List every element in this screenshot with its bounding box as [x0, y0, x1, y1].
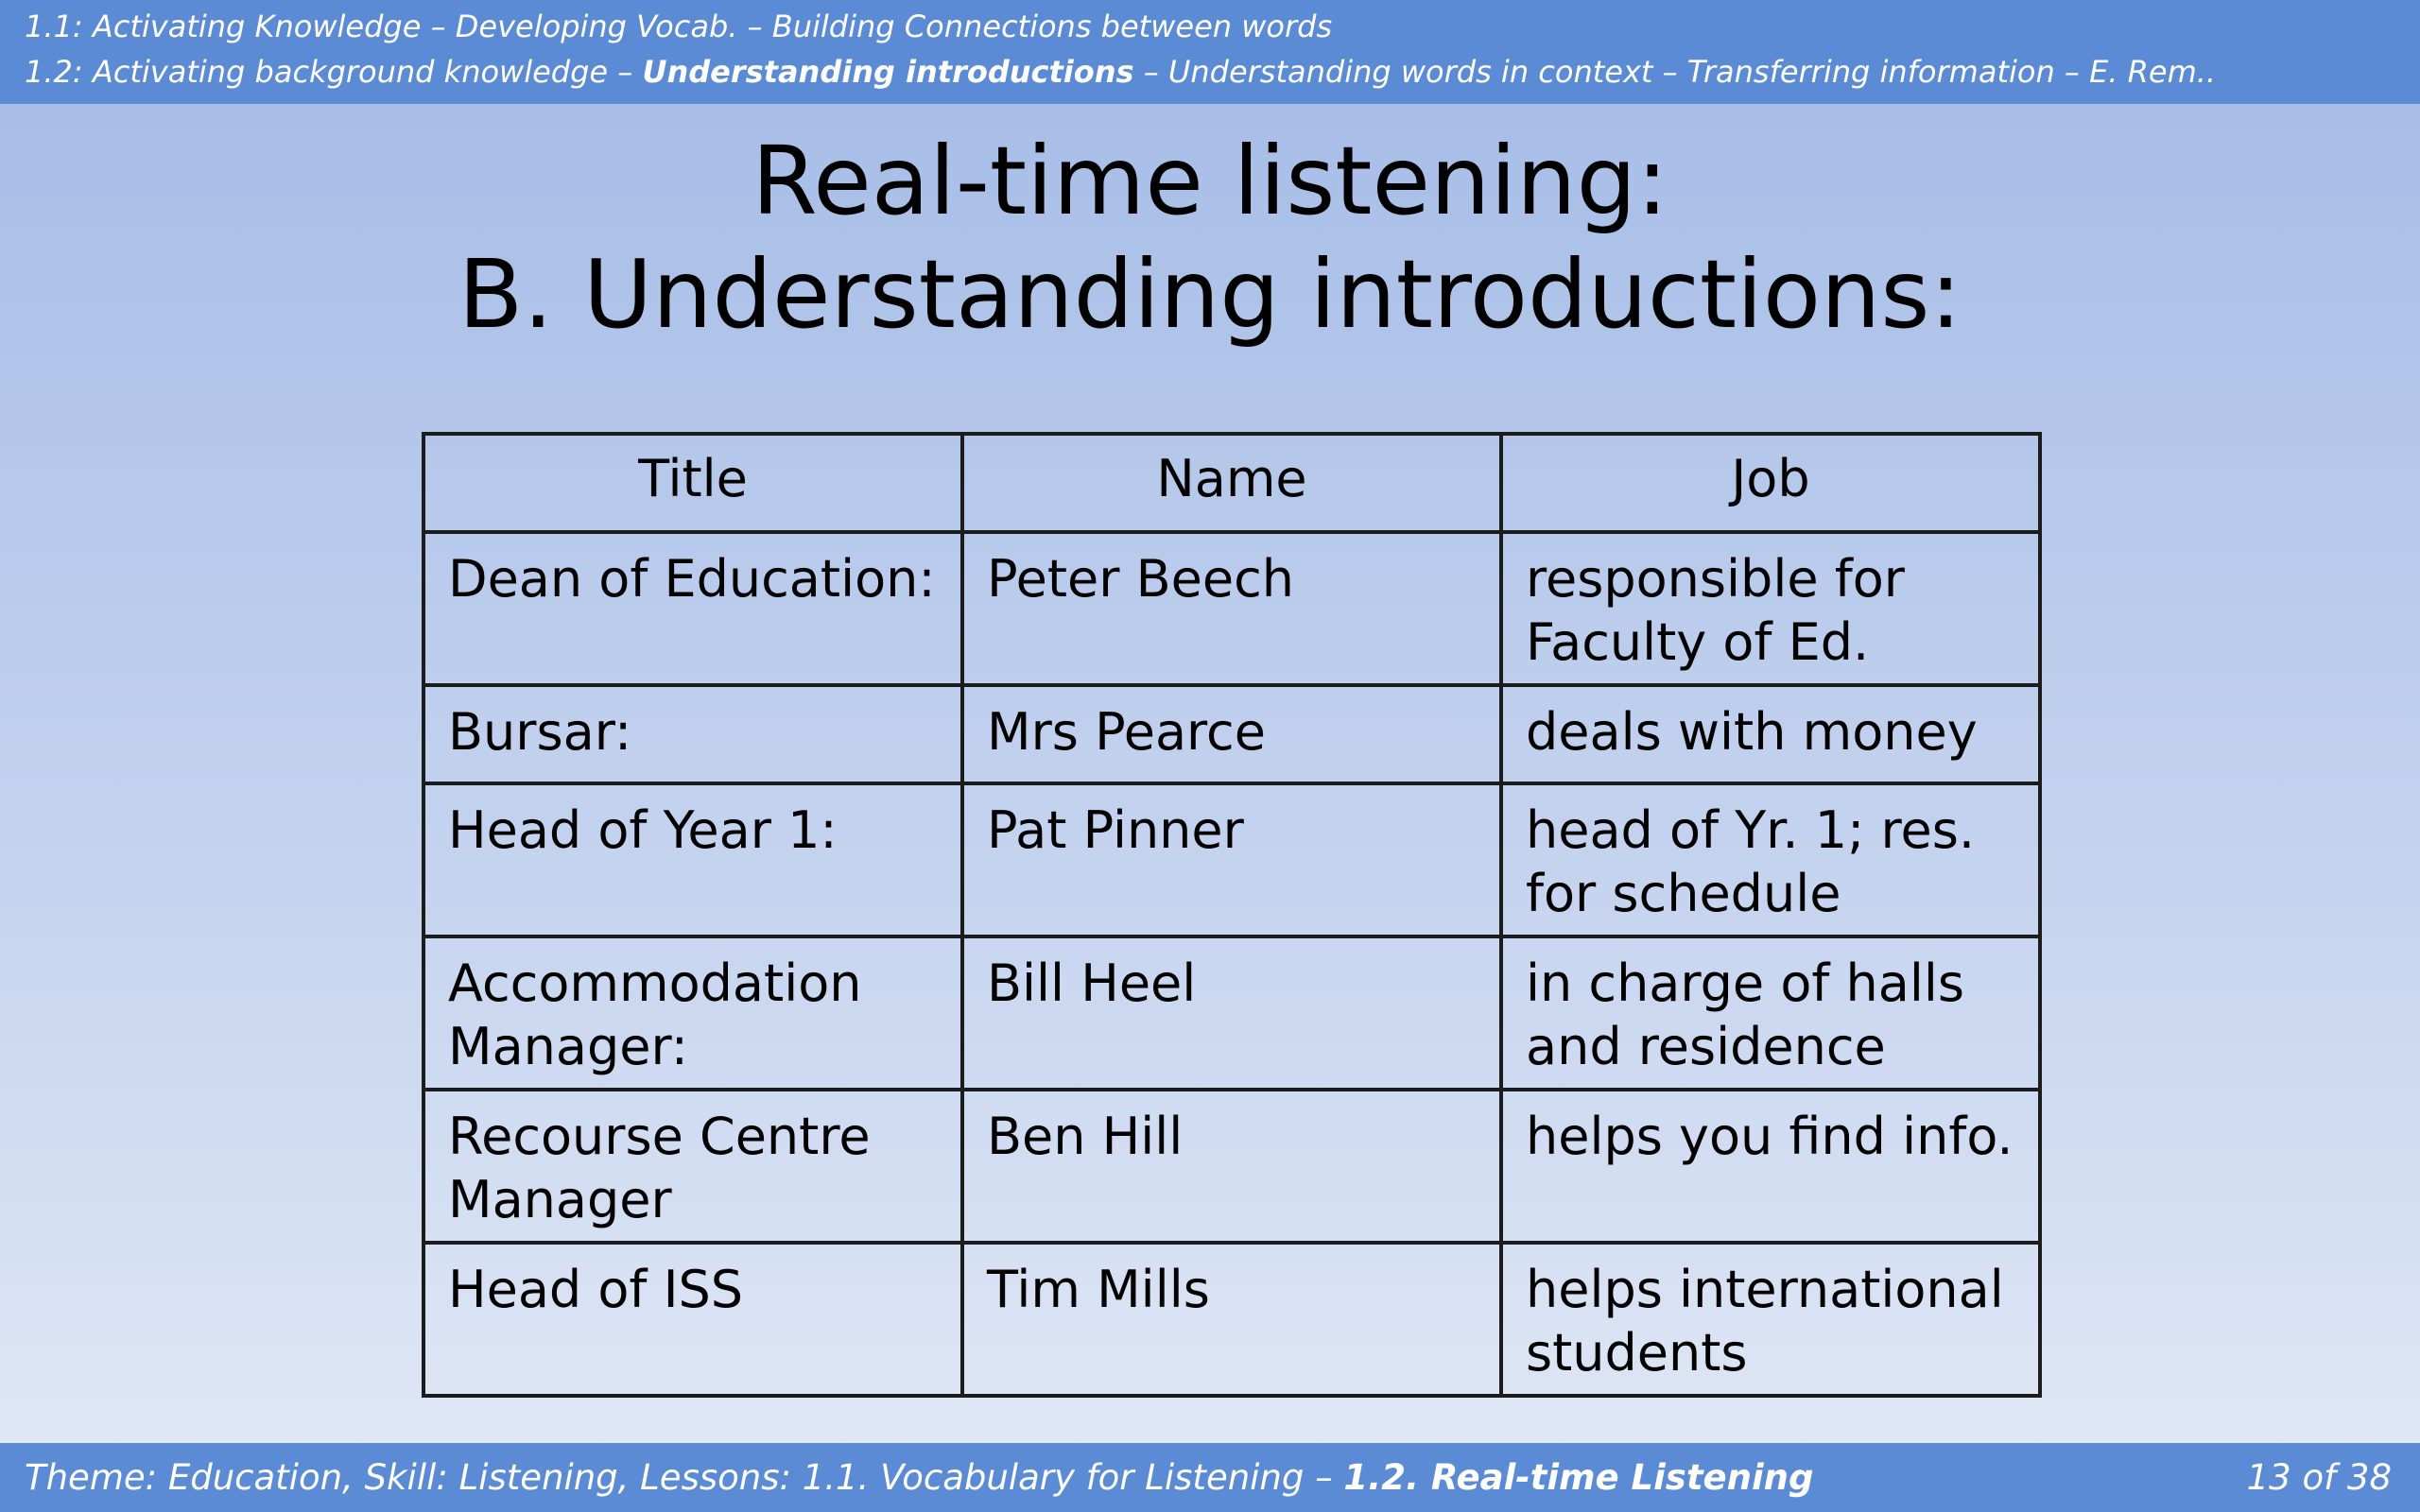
cell-title: Accommodation Manager: [424, 936, 962, 1090]
cell-job: head of Yr. 1; res. for schedule [1501, 783, 2040, 936]
table-row [424, 685, 2040, 783]
column-header-title: Title [424, 434, 962, 532]
cell-job: in charge of halls and residence [1501, 936, 2040, 1090]
cell-name: Pat Pinner [962, 783, 1501, 936]
column-header-job: Job [1501, 434, 2040, 532]
slide-title-line-1: Real-time listening: [752, 126, 1668, 236]
breadcrumb-lesson-1-2-suffix[interactable]: – Understanding words in context – Transferring information – E. Rem.. [1133, 54, 2217, 90]
breadcrumb-bar [0, 0, 2420, 104]
breadcrumb-lesson-1-2-prefix[interactable]: 1.2: Activating background knowledge – [25, 54, 643, 90]
breadcrumb-lesson-1-1[interactable]: 1.1: Activating Knowledge – Developing Vocab. – Building Connections between words [25, 9, 1333, 44]
footer-theme-text: Theme: Education, Skill: Listening, Lessons: 1.1. Vocabulary for Listening – [25, 1457, 1344, 1498]
table-row [424, 783, 2040, 936]
cell-name: Bill Heel [962, 936, 1501, 1090]
cell-job: helps you find info. [1501, 1090, 2040, 1243]
cell-name: Tim Mills [962, 1243, 1501, 1396]
footer-lesson-info [25, 1443, 1813, 1512]
table-row [424, 1243, 2040, 1396]
cell-job: responsible for Faculty of Ed. [1501, 532, 2040, 685]
cell-name: Ben Hill [962, 1090, 1501, 1243]
table-row [424, 532, 2040, 685]
breadcrumb-line-2 [25, 49, 2395, 94]
footer-current-lesson: 1.2. Real-time Listening [1343, 1457, 1814, 1498]
cell-title: Dean of Education: [424, 532, 962, 685]
cell-title: Bursar: [424, 685, 962, 783]
footer-bar [0, 1443, 2420, 1512]
cell-title: Recourse Centre Manager [424, 1090, 962, 1243]
table-header-row [424, 434, 2040, 532]
table-row [424, 1090, 2040, 1243]
introductions-table [422, 432, 2042, 1398]
slide-title [0, 125, 2420, 352]
cell-name: Peter Beech [962, 532, 1501, 685]
cell-title: Head of Year 1: [424, 783, 962, 936]
breadcrumb-line-1 [25, 4, 2395, 49]
slide-title-line-2: B. Understanding introductions: [458, 239, 1962, 350]
cell-name: Mrs Pearce [962, 685, 1501, 783]
breadcrumb-current-section[interactable]: Understanding introductions [642, 54, 1134, 90]
table-row [424, 936, 2040, 1090]
cell-title: Head of ISS [424, 1243, 962, 1396]
slide-page-counter: 13 of 38 [2246, 1457, 2392, 1498]
cell-job: deals with money [1501, 685, 2040, 783]
column-header-name: Name [962, 434, 1501, 532]
cell-job: helps international students [1501, 1243, 2040, 1396]
